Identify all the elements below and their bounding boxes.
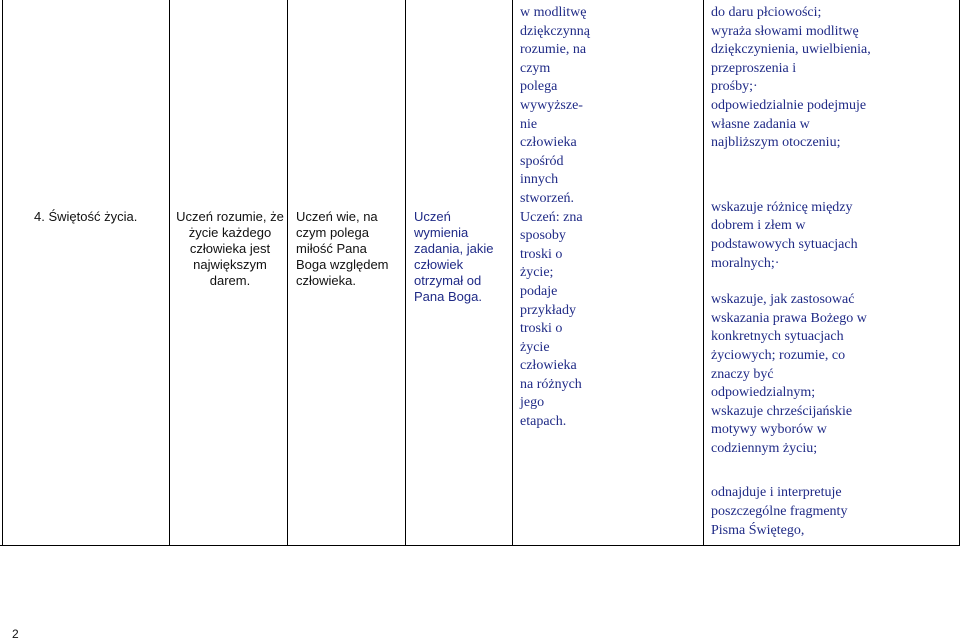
text-line: moralnych;· <box>711 255 780 271</box>
text-line: troski o <box>520 246 563 262</box>
column-divider <box>512 0 513 546</box>
text-line: podstawowych sytuacjach <box>711 236 858 252</box>
text-line: dobrem i złem w <box>711 218 806 234</box>
text-line: polega <box>520 79 558 95</box>
text-line: Uczeń: zna <box>520 209 583 225</box>
text-line: nie <box>520 116 538 132</box>
column-divider <box>169 0 170 546</box>
text-line: wskazania prawa Bożego w <box>711 310 867 326</box>
text-line: wywyższe- <box>520 97 583 113</box>
text-line: stworzeń. <box>520 190 575 206</box>
column-divider <box>703 0 704 546</box>
text-line: dziękczynienia, uwielbienia, <box>711 42 871 58</box>
text-line: odpowiedzialnym; <box>711 385 816 401</box>
text-line: innych <box>520 172 559 188</box>
requirement-cell-knowledge: Uczeń wie, na czym polega miłość Pana Boga względem człowieka. <box>296 209 389 288</box>
topic-cell: 4. Świętość życia. <box>34 209 138 224</box>
text-line: codziennym życiu; <box>711 440 818 456</box>
text-line: do daru płciowości; <box>711 5 822 20</box>
text-line: motywy wyborów w <box>711 422 827 438</box>
text-line: spośród <box>520 153 564 169</box>
detail-block-prayer <box>711 4 956 153</box>
text-line: przykłady <box>520 302 576 318</box>
text-line: człowieka <box>520 358 577 374</box>
detail-block-scripture <box>711 484 956 540</box>
text-line: rozumie, na <box>520 42 587 58</box>
text-line: troski o <box>520 321 563 337</box>
text-line: znaczy być <box>711 366 774 382</box>
text-line: własne zadania w <box>711 116 810 132</box>
text-line: życie <box>520 339 550 355</box>
page-number: 2 <box>12 627 19 641</box>
text-line: wskazuje, jak zastosować <box>711 292 855 308</box>
text-line: konkretnych sytuacjach <box>711 329 844 345</box>
text-line: wskazuje chrześcijańskie <box>711 403 853 419</box>
text-line: w modlitwę <box>520 5 587 20</box>
text-line: człowieka <box>520 135 577 151</box>
text-line: czym <box>520 60 551 76</box>
requirement-cell-prayer <box>520 4 700 432</box>
text-line: sposoby <box>520 228 566 244</box>
text-line: jego <box>520 395 545 411</box>
table-border-bottom <box>0 545 960 546</box>
text-line: odpowiedzialnie podejmuje <box>711 97 867 113</box>
text-line: etapach. <box>520 414 567 430</box>
text-line: najbliższym otoczeniu; <box>711 135 841 151</box>
text-line: prośby;· <box>711 79 758 95</box>
table-border-left <box>2 0 3 546</box>
text-line: odnajduje i interpretuje <box>711 485 842 501</box>
text-line: wyraża słowami modlitwę <box>711 23 859 39</box>
text-line: życie; <box>520 265 554 281</box>
text-line: wskazuje różnicę między <box>711 199 853 215</box>
detail-block-moral <box>711 199 956 273</box>
requirement-cell-tasks: Uczeń wymienia zadania, jakie człowiek otrzymał od Pana Boga. <box>414 209 494 304</box>
text-line: podaje <box>520 283 558 299</box>
requirement-cell-basic: Uczeń rozumie, że życie każdego człowieka jest największym darem. <box>176 209 284 288</box>
text-line: Pisma Świętego, <box>711 522 805 538</box>
text-line: na różnych <box>520 376 582 392</box>
text-line: życiowych; rozumie, co <box>711 347 846 363</box>
text-line: przeproszenia i <box>711 60 797 76</box>
detail-block-law <box>711 291 956 458</box>
text-line: dziękczynną <box>520 23 590 39</box>
column-divider <box>287 0 288 546</box>
column-divider <box>405 0 406 546</box>
requirement-cell-detailed <box>711 4 956 540</box>
text-line: poszczególne fragmenty <box>711 504 848 520</box>
